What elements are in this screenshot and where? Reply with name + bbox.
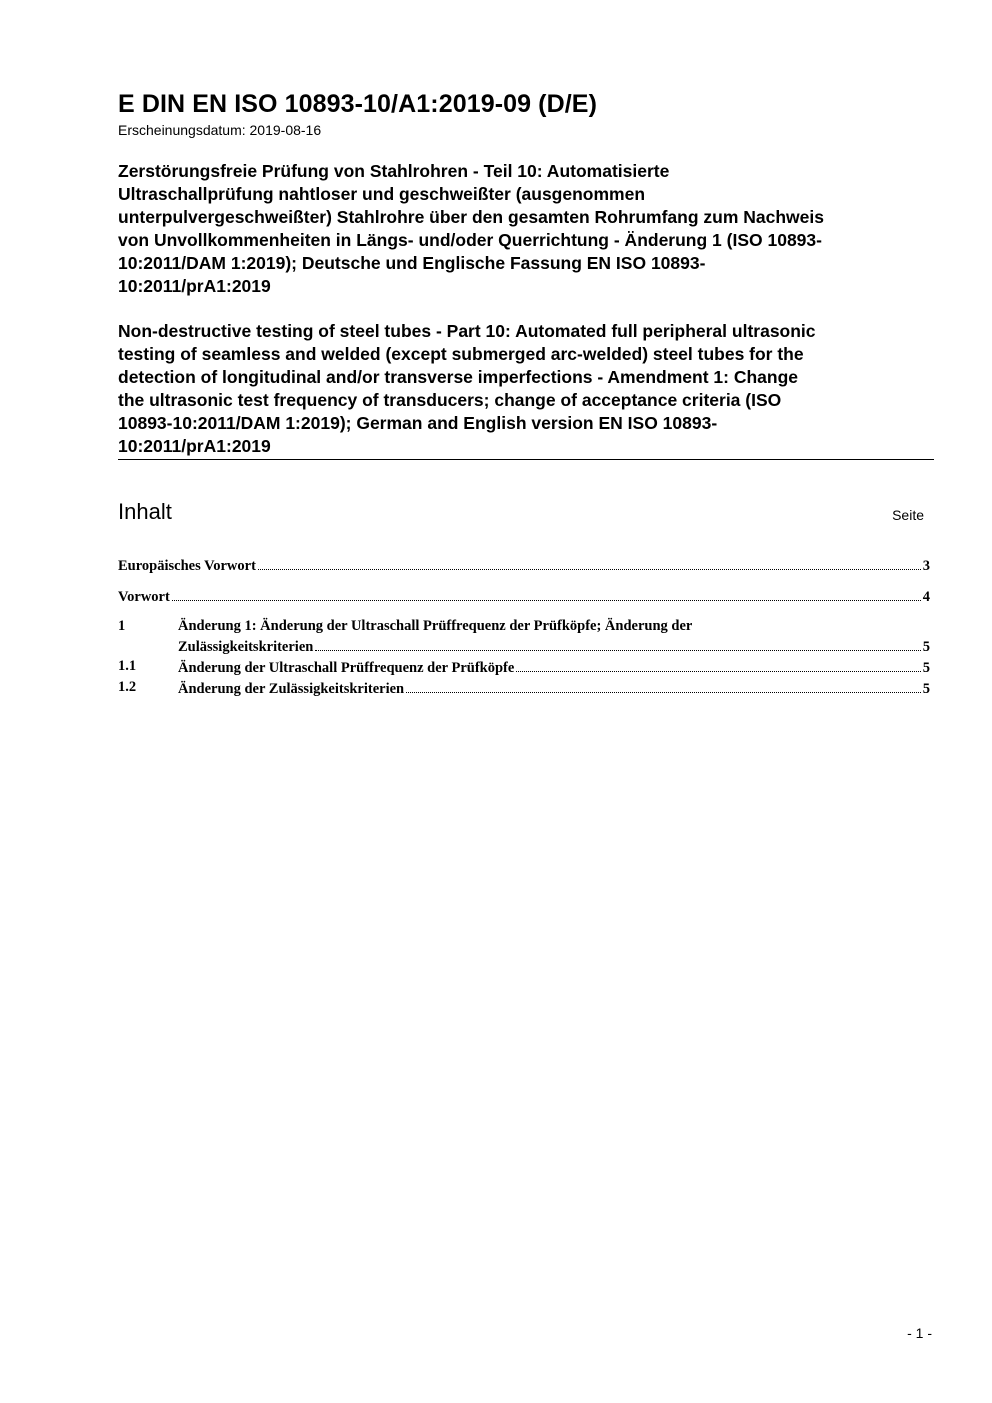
toc-entry-line bbox=[118, 587, 930, 606]
toc-entry-number: 1 bbox=[118, 618, 126, 634]
toc-entry-title: Änderung der Ultraschall Prüffrequenz der Prüfköpfe bbox=[178, 660, 515, 676]
german-title bbox=[118, 160, 938, 298]
page-number: - 1 - bbox=[907, 1325, 932, 1341]
document-title: E DIN EN ISO 10893-10/A1:2019-09 (D/E) bbox=[118, 90, 598, 118]
english-title bbox=[118, 320, 938, 458]
german-title-line: Zerstörungsfreie Prüfung von Stahlrohren - Teil 10: Automatisierte bbox=[118, 161, 670, 181]
toc-entry-page: 4 bbox=[922, 589, 930, 605]
english-title-line: testing of seamless and welded (except submerged arc-welded) steel tubes for the bbox=[118, 344, 804, 364]
toc-entry-title: Vorwort bbox=[118, 589, 170, 605]
german-title-line: 10:2011/DAM 1:2019); Deutsche und Englische Fassung EN ISO 10893- bbox=[118, 253, 706, 273]
toc-entry-line bbox=[118, 556, 930, 575]
toc-entry-title-line1: Änderung 1: Änderung der Ultraschall Prüffrequenz der Prüfköpfe; Änderung der bbox=[178, 618, 693, 634]
toc-dot-leader bbox=[172, 587, 921, 601]
toc-heading: Inhalt bbox=[118, 499, 172, 524]
toc-entry-title: Zulässigkeitskriterien bbox=[178, 639, 314, 655]
english-title-line: the ultrasonic test frequency of transducers; change of acceptance criteria (ISO bbox=[118, 390, 782, 410]
toc-entry-title: Europäisches Vorwort bbox=[118, 558, 256, 574]
toc-entry-number: 1.2 bbox=[118, 679, 137, 695]
english-title-line: detection of longitudinal and/or transverse imperfections - Amendment 1: Change bbox=[118, 367, 798, 387]
issue-date: Erscheinungsdatum: 2019-08-16 bbox=[118, 122, 322, 138]
header-divider bbox=[118, 459, 934, 460]
toc-entry-page: 3 bbox=[922, 558, 930, 574]
toc-dot-leader bbox=[406, 679, 921, 693]
toc-entry-page: 5 bbox=[922, 639, 930, 655]
english-title-line: Non-destructive testing of steel tubes - Part 10: Automated full peripheral ultrasonic bbox=[118, 321, 816, 341]
english-title-line: 10893-10:2011/DAM 1:2019); German and English version EN ISO 10893- bbox=[118, 413, 718, 433]
toc-entry[interactable] bbox=[118, 618, 930, 658]
german-title-line: unterpulvergeschweißter) Stahlrohre über den gesamten Rohrumfang zum Nachweis bbox=[118, 207, 824, 227]
toc-entry[interactable] bbox=[118, 658, 930, 678]
toc-dot-leader bbox=[258, 556, 921, 570]
toc-dot-leader bbox=[516, 658, 920, 672]
toc-entry-line bbox=[178, 637, 930, 656]
toc-entry-number: 1.1 bbox=[118, 658, 137, 674]
toc-entry[interactable] bbox=[118, 679, 930, 699]
german-title-line: Ultraschallprüfung nahtloser und geschweißter (ausgenommen bbox=[118, 184, 646, 204]
english-title-line: 10:2011/prA1:2019 bbox=[118, 436, 271, 456]
toc-entry-title: Änderung der Zulässigkeitskriterien bbox=[178, 681, 405, 697]
german-title-line: 10:2011/prA1:2019 bbox=[118, 276, 271, 296]
toc-dot-leader bbox=[315, 637, 920, 651]
toc-entry-line bbox=[178, 658, 930, 677]
toc-entry-line bbox=[178, 679, 930, 698]
toc-entry[interactable] bbox=[118, 587, 930, 607]
german-title-line: von Unvollkommenheiten in Längs- und/oder Querrichtung - Änderung 1 (ISO 10893- bbox=[118, 230, 822, 250]
toc-page-column-label: Seite bbox=[892, 507, 924, 523]
toc-entry[interactable] bbox=[118, 556, 930, 576]
toc-entry-page: 5 bbox=[922, 660, 930, 676]
toc-entry-page: 5 bbox=[922, 681, 930, 697]
